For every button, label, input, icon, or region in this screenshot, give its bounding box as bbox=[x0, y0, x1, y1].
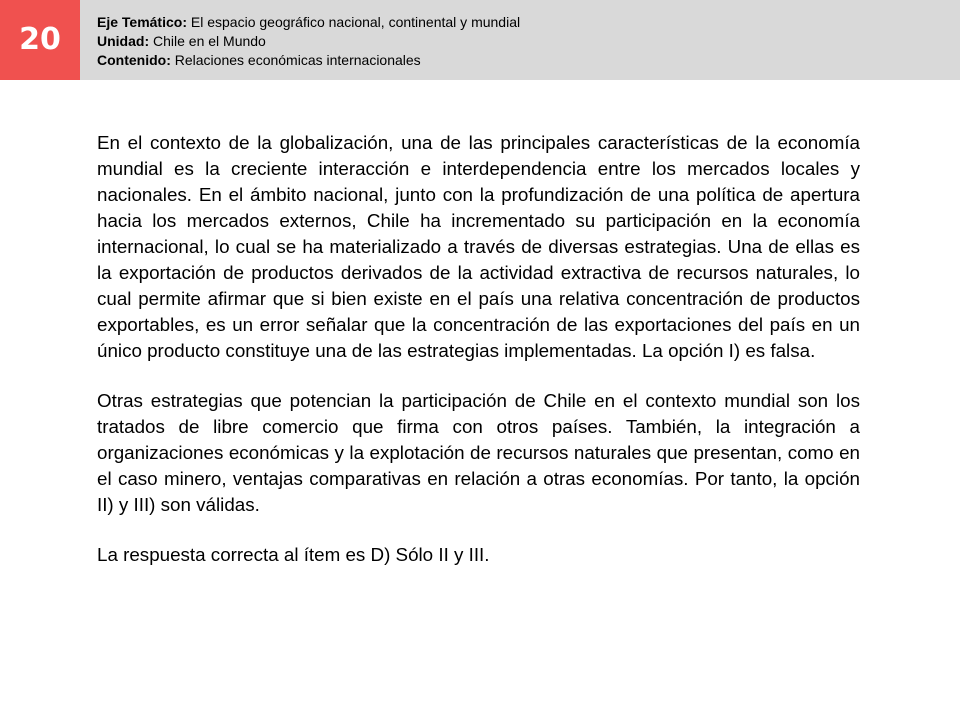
eje-tematico-value: El espacio geográfico nacional, continental y mundial bbox=[190, 14, 521, 30]
contenido-label: Contenido: bbox=[97, 52, 171, 68]
topic-metadata bbox=[97, 13, 947, 70]
contenido-value: Relaciones económicas internacionales bbox=[174, 52, 421, 68]
unidad-value: Chile en el Mundo bbox=[153, 33, 266, 49]
contenido-line bbox=[97, 51, 947, 70]
slide-number-badge: 20 bbox=[0, 0, 80, 80]
eje-tematico-label: Eje Temático: bbox=[97, 14, 187, 30]
paragraph-answer: La respuesta correcta al ítem es D) Sólo II y III. bbox=[97, 544, 490, 565]
eje-tematico-line bbox=[97, 13, 947, 32]
header-bar bbox=[0, 0, 960, 80]
unidad-label: Unidad: bbox=[97, 33, 150, 49]
unidad-line bbox=[97, 32, 947, 51]
paragraph-context: En el contexto de la globalización, una de las principales características de la economía mundial es la creciente interacción e interdependencia entre los mercados locales y nacionales. En el ámbito nacional, junto con la profundización de una política de apertura hacia los mercados externos, Chile ha incrementado su participación en la economía internacional, lo cual se ha materializado a través de diversas estrategias. Una de ellas es la exportación de productos derivados de la actividad extractiva de recursos naturales, lo cual permite afirmar que si bien existe en el país una relativa concentración de productos exportables, es un error señalar que la concentración de las exportaciones del país en un único producto constituye una de las estrategias implementadas. La opción I) es falsa. bbox=[97, 132, 860, 361]
answer-explanation bbox=[97, 130, 860, 592]
paragraph-strategies: Otras estrategias que potencian la participación de Chile en el contexto mundial son los tratados de libre comercio que firma con otros países. También, la integración a organizaciones económicas y la explotación de recursos naturales que presentan, como en el caso minero, ventajas comparativas en relación a otras economías. Por tanto, la opción II) y III) son válidas. bbox=[97, 390, 860, 515]
